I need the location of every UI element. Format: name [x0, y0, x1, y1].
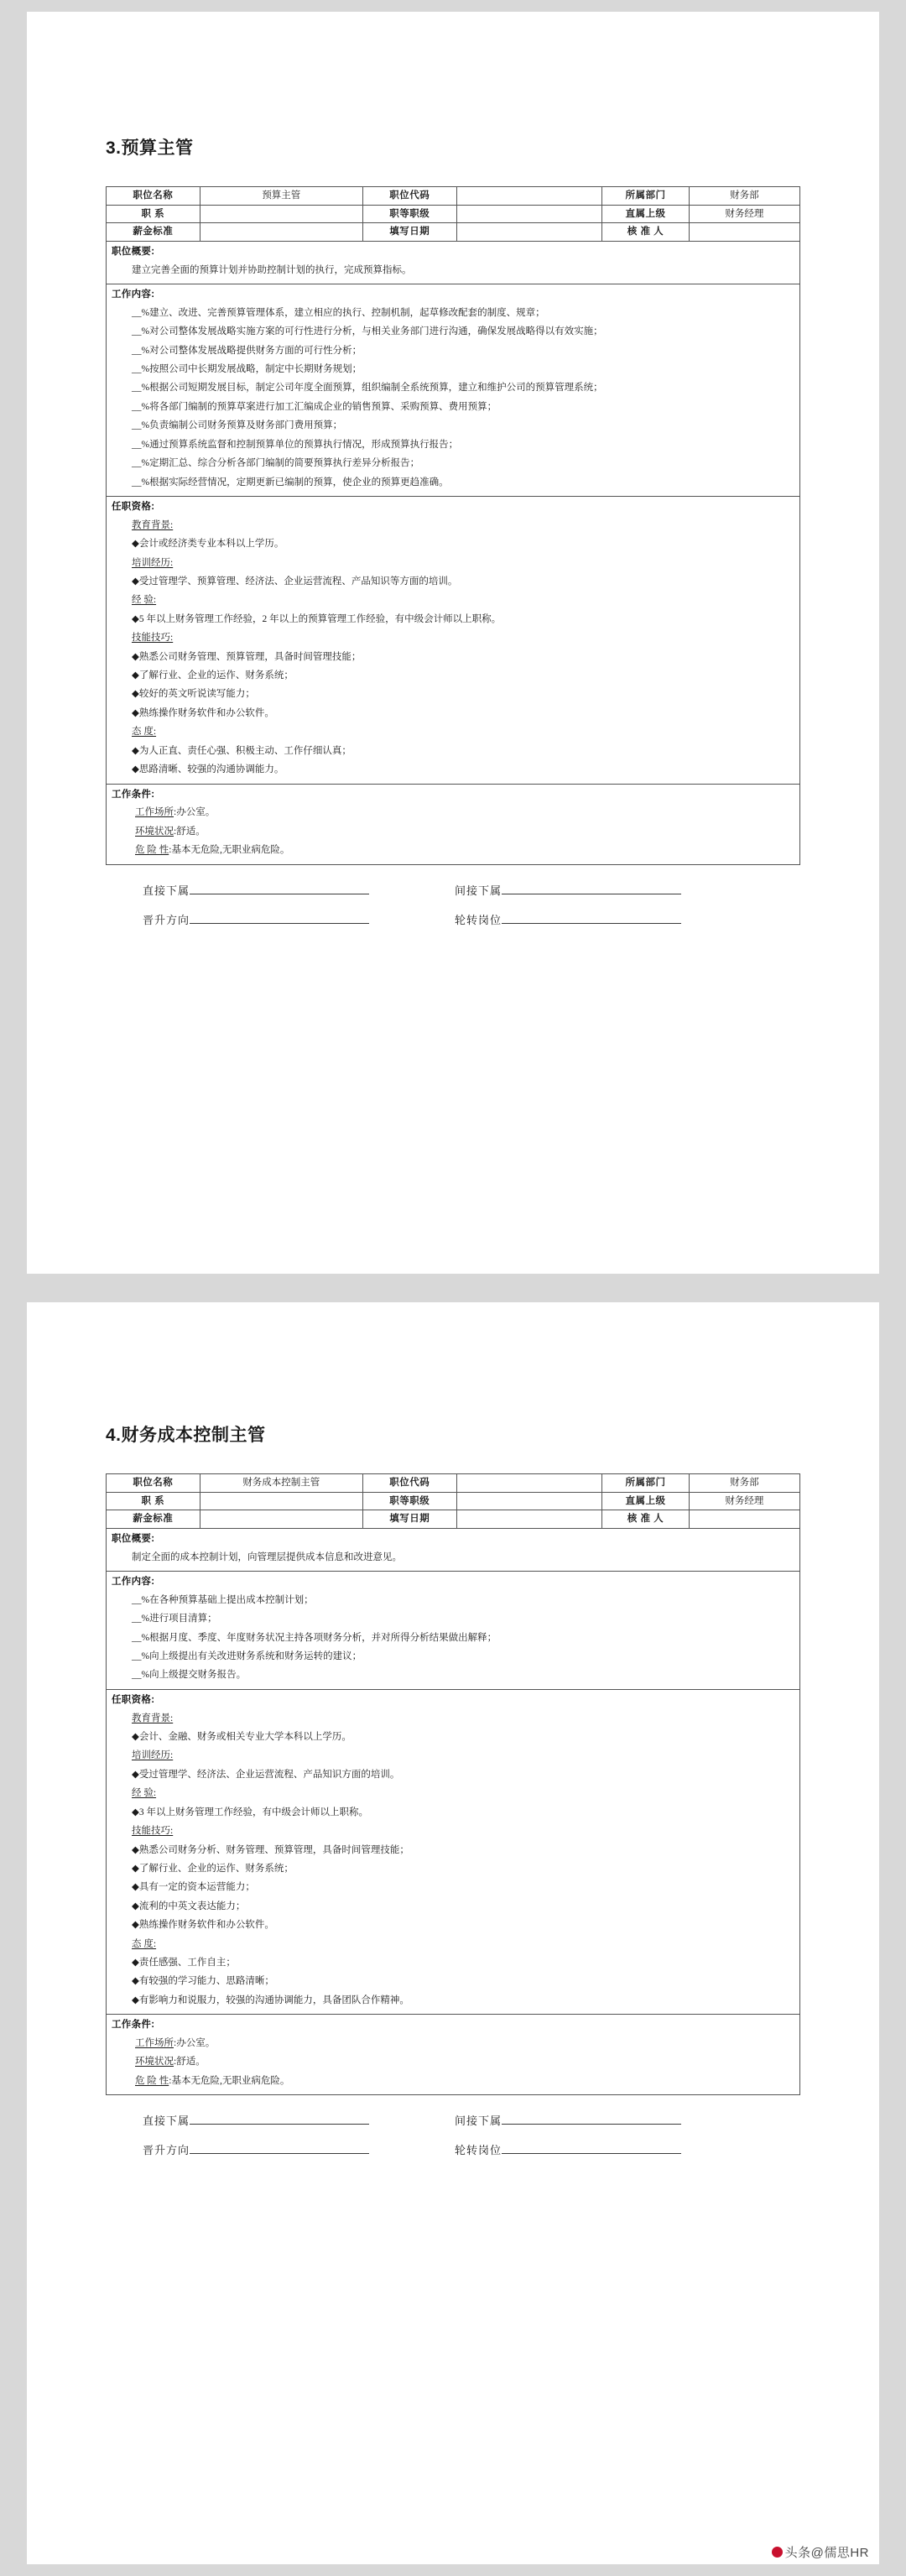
page-2-content [106, 1421, 800, 1447]
value-superior[interactable]: 财务经理 [689, 205, 799, 223]
qualification-row [107, 497, 800, 785]
page-2-table-wrap [106, 1473, 800, 2171]
section-title-qualification: 任职资格: [112, 502, 155, 512]
bullet-marker-icon: __% [132, 1594, 150, 1605]
table-row [107, 223, 800, 242]
page-1-table-wrap [106, 186, 800, 941]
list-item-text: 熟悉公司财务管理、预算管理，具备时间管理技能； [138, 651, 362, 662]
list-item-text: 向上级提出有关改进财务系统和财务运转的建议； [149, 1651, 362, 1662]
value-salary[interactable] [200, 1510, 362, 1529]
education-list-1 [112, 534, 794, 553]
list-item [112, 1897, 794, 1916]
bullet-marker-icon: __% [132, 1614, 150, 1624]
condition-hazard: 危 险 性:基本无危险,无职业病危险。 [135, 2075, 290, 2086]
list-item [112, 473, 794, 492]
label-position-code: 职位代码 [362, 187, 456, 206]
bullet-marker-icon: __% [132, 364, 150, 375]
section-title-conditions: 工作条件: [112, 2020, 155, 2031]
job-description-table-1 [106, 186, 800, 865]
list-item [112, 534, 794, 553]
input-indirect-subordinate[interactable] [502, 2113, 681, 2125]
label-superior: 直属上级 [602, 1492, 689, 1510]
job-description-table-2 [106, 1473, 800, 2095]
value-position-name[interactable]: 财务成本控制主管 [200, 1474, 362, 1493]
value-grade[interactable] [456, 1492, 602, 1510]
list-item [112, 1666, 794, 1684]
list-item [112, 322, 794, 341]
field-promotion[interactable] [143, 911, 455, 927]
label-position-name: 职位名称 [107, 1474, 200, 1493]
label-fill-date: 填写日期 [362, 223, 456, 242]
condition-workplace: 工作场所:办公室。 [135, 2037, 216, 2048]
list-item [112, 1916, 794, 1934]
field-indirect-subordinate[interactable] [455, 2112, 681, 2128]
section-qualification-1 [107, 497, 800, 785]
footer-row-subordinates [143, 2112, 800, 2128]
list-item-text: 受过管理学、经济法、企业运营流程、产品知识方面的培训。 [138, 1769, 400, 1780]
duties-row [107, 284, 800, 497]
label-approver: 核 准 人 [602, 223, 689, 242]
bullet-marker-icon: __% [132, 401, 150, 412]
field-indirect-subordinate[interactable] [455, 882, 681, 898]
label-direct-subordinate: 直接下属 [143, 2115, 190, 2128]
list-item-text: 根据月度、季度、年度财务状况主持各项财务分析，并对所得分析结果做出解释； [149, 1632, 497, 1643]
conditions-row [107, 2015, 800, 2095]
list-item [112, 1841, 794, 1859]
list-item [112, 742, 794, 760]
field-rotation[interactable] [455, 2141, 681, 2157]
value-position-code[interactable] [456, 1474, 602, 1493]
label-rotation: 轮转岗位 [455, 913, 502, 926]
bullet-marker-icon: __% [132, 307, 150, 318]
bullet-marker-icon: __% [132, 1670, 150, 1681]
document-page-2 [27, 1302, 879, 2564]
value-salary[interactable] [200, 223, 362, 242]
bullet-marker-icon: ◆ [132, 651, 139, 662]
list-item [112, 572, 794, 591]
label-position-name: 职位名称 [107, 187, 200, 206]
bullet-marker-icon: ◆ [132, 745, 139, 756]
label-indirect-subordinate: 间接下属 [455, 2115, 502, 2128]
list-item-text: 建立、改进、完善预算管理体系，建立相应的执行、控制机制，起草修改配套的制度、规章； [149, 307, 545, 318]
list-item [112, 1859, 794, 1878]
summary-text: 建立完善全面的预算计划并协助控制计划的执行，完成预算指标。 [132, 264, 412, 275]
list-item [112, 1647, 794, 1666]
bullet-marker-icon: ◆ [132, 764, 139, 775]
page-title-2: 4.财务成本控制主管 [106, 1426, 266, 1445]
bullet-marker-icon: __% [132, 326, 150, 337]
value-fill-date[interactable] [456, 223, 602, 242]
value-approver[interactable] [689, 1510, 799, 1529]
condition-environment: 环境状况:舒适。 [135, 2057, 206, 2068]
signature-block-1 [106, 882, 800, 927]
value-approver[interactable] [689, 223, 799, 242]
label-department: 所属部门 [602, 1474, 689, 1493]
experience-list-1 [112, 610, 794, 628]
label-grade: 职等职级 [362, 205, 456, 223]
bullet-marker-icon: ◆ [132, 1882, 139, 1893]
table-row [107, 205, 800, 223]
bullet-marker-icon: ◆ [132, 1844, 139, 1855]
label-position-code: 职位代码 [362, 1474, 456, 1493]
section-title-conditions: 工作条件: [112, 789, 155, 800]
duties-list-2 [112, 1591, 794, 1685]
field-direct-subordinate[interactable] [143, 2112, 455, 2128]
conditions-row [107, 784, 800, 864]
section-conditions-1 [107, 784, 800, 864]
summary-text: 制定全面的成本控制计划，向管理层提供成本信息和改进意见。 [132, 1551, 402, 1562]
list-item-text: 将各部门编制的预算草案进行加工汇编成企业的销售预算、采购预算、费用预算； [149, 401, 497, 412]
list-item [112, 610, 794, 628]
subhead-attitude: 态 度: [132, 727, 157, 738]
list-item [112, 648, 794, 666]
bullet-marker-icon: __% [132, 477, 150, 488]
bullet-marker-icon: __% [132, 439, 150, 450]
input-rotation[interactable] [502, 2142, 681, 2154]
condition-workplace: 工作场所:办公室。 [135, 807, 216, 818]
label-fill-date: 填写日期 [362, 1510, 456, 1529]
value-grade[interactable] [456, 205, 602, 223]
watermark [772, 2543, 869, 2561]
subhead-skills: 技能技巧: [132, 1826, 174, 1837]
label-job-family: 职 系 [107, 205, 200, 223]
list-item-text: 在各种预算基础上提出成本控制计划； [149, 1594, 314, 1605]
input-indirect-subordinate[interactable] [502, 883, 681, 894]
table-row [107, 1510, 800, 1529]
subhead-attitude: 态 度: [132, 1938, 157, 1949]
bullet-marker-icon: ◆ [132, 670, 139, 681]
list-item [112, 416, 794, 435]
list-item [112, 435, 794, 454]
footer-row-career [143, 911, 800, 927]
skills-list-1 [112, 648, 794, 723]
list-item [112, 760, 794, 779]
bullet-marker-icon: __% [132, 458, 150, 469]
bullet-marker-icon: ◆ [132, 1863, 139, 1874]
list-item-text: 有影响力和说服力，较强的沟通协调能力，具备团队合作精神。 [138, 1995, 409, 2005]
list-item-text: 进行项目清算； [149, 1614, 217, 1624]
watermark-text: 头条@儒思HR [784, 2546, 869, 2560]
value-position-name[interactable]: 预算主管 [200, 187, 362, 206]
list-item-text: 了解行业、企业的运作、财务系统； [138, 670, 294, 681]
bullet-marker-icon: ◆ [132, 689, 139, 700]
attitude-list-2 [112, 1953, 794, 2010]
bullet-marker-icon: ◆ [132, 1995, 139, 2005]
list-item-text: 受过管理学、预算管理、经济法、企业运营流程、产品知识等方面的培训。 [138, 576, 458, 587]
list-item-text: 负责编制公司财务预算及财务部门费用预算； [149, 420, 343, 431]
label-promotion: 晋升方向 [143, 913, 190, 926]
section-duties-2 [107, 1572, 800, 1690]
page-title-1: 3.预算主管 [106, 138, 194, 158]
list-item-text: 有较强的学习能力、思路清晰； [138, 1976, 274, 1987]
bullet-marker-icon: __% [132, 420, 150, 431]
bullet-marker-icon: __% [132, 1632, 150, 1643]
section-title-summary: 职位概要: [112, 247, 155, 258]
list-item [112, 1609, 794, 1628]
list-item [112, 1953, 794, 1972]
bullet-marker-icon: __% [132, 345, 150, 356]
label-grade: 职等职级 [362, 1492, 456, 1510]
list-item-text: 会计或经济类专业本科以上学历。 [138, 539, 284, 550]
subhead-skills: 技能技巧: [132, 633, 174, 644]
subhead-education: 教育背景: [132, 519, 174, 530]
section-title-summary: 职位概要: [112, 1534, 155, 1545]
input-direct-subordinate[interactable] [190, 2113, 369, 2125]
summary-row [107, 242, 800, 284]
list-item [112, 342, 794, 360]
list-item-text: 会计、金融、财务或相关专业大学本科以上学历。 [138, 1731, 351, 1742]
duties-list-1 [112, 304, 794, 492]
list-item-text: 了解行业、企业的运作、财务系统； [138, 1863, 294, 1874]
value-department[interactable]: 财务部 [689, 1474, 799, 1493]
bullet-marker-icon: ◆ [132, 613, 139, 624]
list-item [112, 378, 794, 397]
value-job-family[interactable] [200, 1492, 362, 1510]
qualification-row [107, 1689, 800, 2014]
signature-block-2 [106, 2112, 800, 2157]
list-item-text: 较好的英文听说读写能力； [138, 689, 255, 700]
input-promotion[interactable] [190, 912, 369, 924]
label-direct-subordinate: 直接下属 [143, 884, 190, 897]
bullet-marker-icon: __% [132, 383, 150, 394]
bullet-marker-icon: __% [132, 1651, 150, 1662]
list-item [112, 398, 794, 416]
list-item-text: 思路清晰、较强的沟通协调能力。 [138, 764, 284, 775]
list-item-text: 熟练操作财务软件和办公软件。 [138, 707, 274, 718]
label-salary: 薪金标准 [107, 1510, 200, 1529]
label-department: 所属部门 [602, 187, 689, 206]
subhead-training: 培训经历: [132, 557, 174, 568]
condition-environment: 环境状况:舒适。 [135, 826, 206, 837]
table-row [107, 1492, 800, 1510]
input-promotion[interactable] [190, 2142, 369, 2154]
list-item-text: 具有一定的资本运营能力； [138, 1882, 255, 1893]
list-item-text: 3 年以上财务管理工作经验，有中级会计师以上职称。 [138, 1807, 368, 1817]
list-item [112, 1803, 794, 1822]
list-item-text: 流利的中英文表达能力； [138, 1901, 246, 1911]
list-item-text: 定期汇总、综合分析各部门编制的简要预算执行差异分析报告； [149, 458, 420, 469]
list-item-text: 熟练操作财务软件和办公软件。 [138, 1920, 274, 1931]
list-item [112, 454, 794, 472]
bullet-marker-icon: ◆ [132, 1769, 139, 1780]
section-summary-2 [107, 1529, 800, 1572]
list-item-text: 根据公司短期发展目标，制定公司年度全面预算，组织编制全系统预算，建立和维护公司的预算管理系统； [149, 383, 603, 394]
list-item-text: 根据实际经营情况，定期更新已编制的预算，使企业的预算更趋准确。 [149, 477, 449, 488]
duties-row [107, 1572, 800, 1690]
section-title-duties: 工作内容: [112, 289, 155, 300]
list-item [112, 704, 794, 722]
list-item [112, 304, 794, 322]
bullet-marker-icon: ◆ [132, 539, 139, 550]
field-promotion[interactable] [143, 2141, 455, 2157]
bullet-marker-icon: ◆ [132, 1901, 139, 1911]
list-item-text: 按照公司中长期发展战略，制定中长期财务规划； [149, 364, 362, 375]
list-item-text: 对公司整体发展战略提供财务方面的可行性分析； [149, 345, 362, 356]
summary-row [107, 1529, 800, 1572]
list-item [112, 1878, 794, 1896]
label-indirect-subordinate: 间接下属 [455, 884, 502, 897]
list-item-text: 通过预算系统监督和控制预算单位的预算执行情况，形成预算执行报告； [149, 439, 459, 450]
input-rotation[interactable] [502, 912, 681, 924]
page-1-content [106, 134, 800, 159]
value-position-code[interactable] [456, 187, 602, 206]
list-item [112, 1972, 794, 1990]
label-promotion: 晋升方向 [143, 2144, 190, 2157]
training-list-2 [112, 1765, 794, 1784]
bullet-marker-icon: ◆ [132, 1958, 139, 1969]
table-row [107, 187, 800, 206]
document-page-1 [27, 12, 879, 1274]
table-row [107, 1474, 800, 1493]
section-conditions-2 [107, 2015, 800, 2095]
bullet-marker-icon: ◆ [132, 1976, 139, 1987]
list-item-text: 向上级提交财务报告。 [149, 1670, 247, 1681]
section-title-duties: 工作内容: [112, 1577, 155, 1588]
value-fill-date[interactable] [456, 1510, 602, 1529]
subhead-experience: 经 验: [132, 1788, 157, 1799]
training-list-1 [112, 572, 794, 591]
list-item [112, 1629, 794, 1647]
input-direct-subordinate[interactable] [190, 883, 369, 894]
field-direct-subordinate[interactable] [143, 882, 455, 898]
list-item-text: 熟悉公司财务分析、财务管理、预算管理，具备时间管理技能； [138, 1844, 409, 1855]
condition-hazard: 危 险 性:基本无危险,无职业病危险。 [135, 845, 290, 856]
list-item-text: 责任感强、工作自主； [138, 1958, 236, 1969]
bullet-marker-icon: ◆ [132, 1807, 139, 1817]
value-superior[interactable]: 财务经理 [689, 1492, 799, 1510]
bullet-marker-icon: ◆ [132, 1731, 139, 1742]
list-item [112, 360, 794, 378]
field-rotation[interactable] [455, 911, 681, 927]
footer-row-career [143, 2141, 800, 2157]
watermark-logo-icon [772, 2547, 783, 2558]
section-duties-1 [107, 284, 800, 497]
footer-row-subordinates [143, 882, 800, 898]
bullet-marker-icon: ◆ [132, 576, 139, 587]
experience-list-2 [112, 1803, 794, 1822]
list-item [112, 666, 794, 685]
label-approver: 核 准 人 [602, 1510, 689, 1529]
list-item [112, 1765, 794, 1784]
section-qualification-2 [107, 1689, 800, 2014]
subhead-training: 培训经历: [132, 1750, 174, 1761]
list-item [112, 1591, 794, 1609]
skills-list-2 [112, 1841, 794, 1935]
value-department[interactable]: 财务部 [689, 187, 799, 206]
bullet-marker-icon: ◆ [132, 707, 139, 718]
label-salary: 薪金标准 [107, 223, 200, 242]
education-list-2 [112, 1728, 794, 1746]
list-item-text: 5 年以上财务管理工作经验，2 年以上的预算管理工作经验，有中级会计师以上职称。 [138, 613, 502, 624]
list-item-text: 对公司整体发展战略实施方案的可行性进行分析，与相关业务部门进行沟通，确保发展战略得以有效实施； [149, 326, 603, 337]
list-item-text: 为人正直、责任心强、积极主动、工作仔细认真； [138, 745, 351, 756]
subhead-education: 教育背景: [132, 1713, 174, 1723]
subhead-experience: 经 验: [132, 595, 157, 606]
attitude-list-1 [112, 742, 794, 780]
section-title-qualification: 任职资格: [112, 1694, 155, 1705]
label-job-family: 职 系 [107, 1492, 200, 1510]
value-job-family[interactable] [200, 205, 362, 223]
list-item [112, 685, 794, 703]
bullet-marker-icon: ◆ [132, 1920, 139, 1931]
section-summary-1 [107, 242, 800, 284]
label-rotation: 轮转岗位 [455, 2144, 502, 2157]
label-superior: 直属上级 [602, 205, 689, 223]
list-item [112, 1728, 794, 1746]
list-item [112, 1991, 794, 2010]
